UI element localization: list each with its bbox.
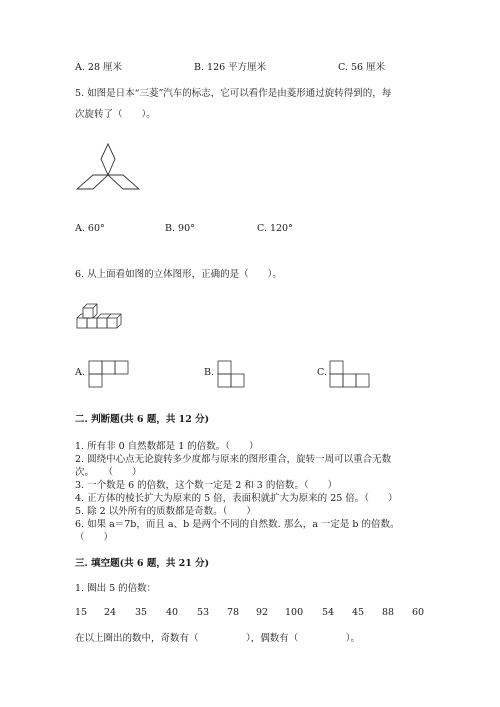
number-24: 24	[104, 607, 117, 618]
q5-question-line2: 次旋转了（ ）。	[75, 109, 156, 120]
mitsubishi-logo-figure	[72, 142, 147, 194]
number-53: 53	[197, 607, 210, 618]
q6-option-c-label: C.	[317, 367, 327, 378]
number-54: 54	[322, 607, 335, 618]
number-88: 88	[382, 607, 395, 618]
judge-item-4: 4. 正方体的棱长扩大为原来的 5 倍，表面积就扩大为原来的 25 倍。（ ）	[75, 493, 398, 504]
cube-stack-figure	[76, 303, 124, 333]
number-45: 45	[352, 607, 365, 618]
number-15: 15	[75, 607, 88, 618]
judge-item-6-line2: （ ）	[75, 532, 114, 543]
q5-question-line1: 5. 如图是日本“三菱”汽车的标志，它可以看作是由菱形通过旋转得到的，每	[75, 88, 392, 99]
rhombus-left	[77, 175, 108, 189]
q4-option-b: B. 126 平方厘米	[194, 62, 267, 73]
q6-question: 6. 从上面看如图的立体图形，正确的是（ ）。	[75, 269, 282, 280]
q5-option-b: B. 90°	[165, 223, 195, 234]
q5-option-a: A. 60°	[75, 223, 105, 234]
judge-item-1: 1. 所有非 0 自然数都是 1 的倍数。（ ）	[75, 441, 259, 452]
number-60: 60	[412, 607, 425, 618]
q5-option-c: C. 120°	[257, 223, 293, 234]
number-100: 100	[285, 607, 304, 618]
q6-option-a-label: A.	[75, 367, 85, 378]
rhombus-top	[101, 144, 115, 175]
number-35: 35	[135, 607, 148, 618]
q4-option-c: C. 56 厘米	[338, 62, 386, 73]
q6-option-c-view	[329, 360, 373, 388]
judge-item-2-line2: 次。 （ ）	[75, 467, 142, 478]
q4-option-a: A. 28 厘米	[75, 62, 123, 73]
fill-q1-text: 1. 圈出 5 的倍数：	[75, 583, 157, 594]
judge-item-2-line1: 2. 圆绕中心点无论旋转多少度都与原来的图形重合，旋转一周可以重合无数	[75, 454, 392, 465]
section2-title: 二. 判断题(共 6 题，共 12 分)	[75, 414, 210, 425]
number-40: 40	[166, 607, 179, 618]
number-78: 78	[227, 607, 240, 618]
judge-item-6-line1: 6. 如果 a＝7b，而且 a、b 是两个不同的自然数. 那么，a 一定是 b 的倍数。	[75, 519, 400, 530]
judge-item-5: 5. 除 2 以外所有的质数都是奇数。（ ）	[75, 506, 256, 517]
fill-q1-answer-line: 在以上圈出的数中，奇数有（ ），偶数有（ ）。	[75, 633, 361, 644]
q6-option-b-view	[217, 360, 247, 388]
rhombus-right	[108, 175, 139, 189]
judge-item-3: 3. 一个数是 6 的倍数，这个数一定是 2 和 3 的倍数。（ ）	[75, 480, 338, 491]
q6-option-b-label: B.	[204, 367, 215, 378]
q6-option-a-view	[88, 360, 132, 388]
section3-title: 三. 填空题(共 6 题，共 21 分)	[75, 558, 210, 569]
number-92: 92	[256, 607, 269, 618]
